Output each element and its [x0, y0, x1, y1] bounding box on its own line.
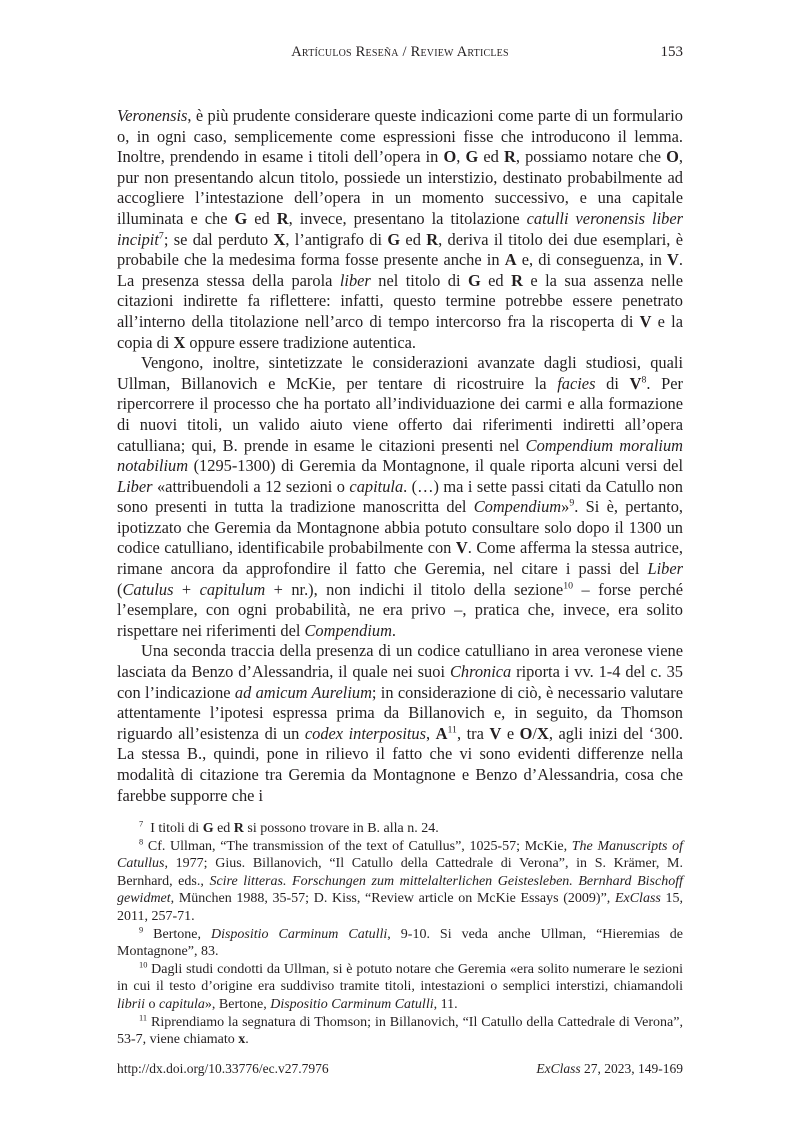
footnote-8: $^8$ Cf. Ullman, “The transmission of the text of Catullus”, 1025-57; McKie, The Manuscripts of Catullus, 1977; Gius. Billanovich, “Il Catullo della Cattedrale di Verona”, in S. Krämer, M. Bernhard, eds., Scire litteras. Forschungen zum mittelalterlichen Geistesleben. Bernhard Bischoff gewidmet, München 1988, 35-57; D. Kiss, “Review article on McKie Essays (2009)”, ExClass 15, 2011, 257-71. [117, 836, 684, 924]
paragraph-2: Vengono, inoltre, sintetizzate le considerazioni avanzate dagli studiosi, quali Ullman, Billanovich e McKie, per tentare di ricostruire la facies di $V^8$. Per ripercorrere il processo che ha portato all’individuazione dei carmi e alla formazione di nuovi titoli, un valido aiuto viene offerto dai riferimenti indiretti all’opera catulliana; qui, B. prende in esame le citazioni presenti nel Compendium moralium notabilium (1295-1300) di Geremia da Montagnone, il quale riporta alcuni versi del Liber «attribuendoli a 12 sezioni o capitula. (…) ma i sette passi citati da Catullo non sono presenti in tutta la tradizione manoscritta del Compendium»$^9$. Si è, pertanto, ipotizzato che Geremia da Montagnone abbia potuto consultare solo dopo il 1300 un codice catulliano, identificabile probabilmente con V. Come afferma la stessa autrice, rimane ancora da approfondire il fatto che Geremia, nel citare i passi del Liber (Catulus + capitulum + nr.), non indichi il titolo della sezione$^{10}$ – forse perché l’esemplare, con ogni probabilità, ne era privo –, pratica che, invece, era solito rispettare nei riferimenti del Compendium. [117, 353, 684, 640]
footnote-7: $^7$ I titoli di G ed R si possono trovare in B. alla n. 24. [139, 819, 439, 836]
page-header [117, 44, 683, 66]
paragraph-1: Veronensis, è più prudente considerare queste indicazioni come parte di un formulario o, in ogni caso, semplicemente come espressioni fisse che introducono il lemma. Inoltre, prendendo in esame i titoli dell’opera in O, G ed R, possiamo notare che O, pur non presentando alcun titolo, possiede un interstizio, destinato probabilmente ad accogliere l’intestazione dell’opera in un momento successivo, e una capitale illuminata e che G ed R, invece, presentano la titolazione catulli veronensis liber incipit$^7$; se dal perduto X, l’antigrafo di G ed R, deriva il titolo dei due esemplari, è probabile che la medesima forma fosse presente anche in A e, di conseguenza, in V. La presenza stessa della parola liber nel titolo di G ed R e la sua assenza nelle citazioni indirette fa riflettere: infatti, questo termine potrebbe essere penetrato all’interno della titolazione nell’arco di tempo intercorso fra la riscoperta di V e la copia di X oppure essere tradizione autentica. [117, 106, 684, 352]
page-number: 153 [660, 44, 683, 60]
footnote-9: $^9$ Bertone, Dispositio Carminum Catulli, 9-10. Si veda anche Ullman, “Hieremias de Montagnone”, 83. [117, 924, 684, 960]
running-head: Artículos Reseña / Review Articles [291, 44, 509, 60]
doi-link[interactable]: http://dx.doi.org/10.33776/ec.v27.7976 [117, 1061, 329, 1076]
footnote-11: $^{11}$ Riprendiamo la segnatura di Thomson; in Billanovich, “Il Catullo della Cattedrale di Verona”, 53-7, viene chiamato x. [117, 1012, 683, 1048]
main-text [117, 106, 683, 806]
journal-volume-pages: 27, 2023, 149-169 [580, 1061, 683, 1076]
journal-name: ExClass [536, 1061, 581, 1076]
footnote-10: $^{10}$ Dagli studi condotti da Ullman, si è potuto notare che Geremia «era solito numerare le sezioni in cui il testo d’origine era suddiviso tramite titoli, intestazioni o semplici interstizi, chiamandoli librii o capitula», Bertone, Dispositio Carminum Catulli, 11. [117, 960, 683, 1012]
journal-citation [536, 1061, 683, 1077]
paragraph-3: Una seconda traccia della presenza di un codice catulliano in area veronese viene lasciata da Benzo d’Alessandria, il quale nei suoi Chronica riporta i vv. 1-4 del c. 35 con l’indicazione ad amicum Aurelium; in considerazione di ciò, è necessario valutare attentamente l’ipotesi espressa prima da Billanovich e, in seguito, da Thomson riguardo all’esistenza di un codex interpositus, $A^{11}$, tra V e O/X, agli inizi del ‘300. La stessa B., quindi, pone in rilievo il fatto che vi sono evidenti differenze nella modalità di citazione tra Geremia da Montagnone e Benzo d’Alessandria, cosa che farebbe supporre che i [117, 641, 683, 805]
footnotes [117, 820, 683, 1049]
